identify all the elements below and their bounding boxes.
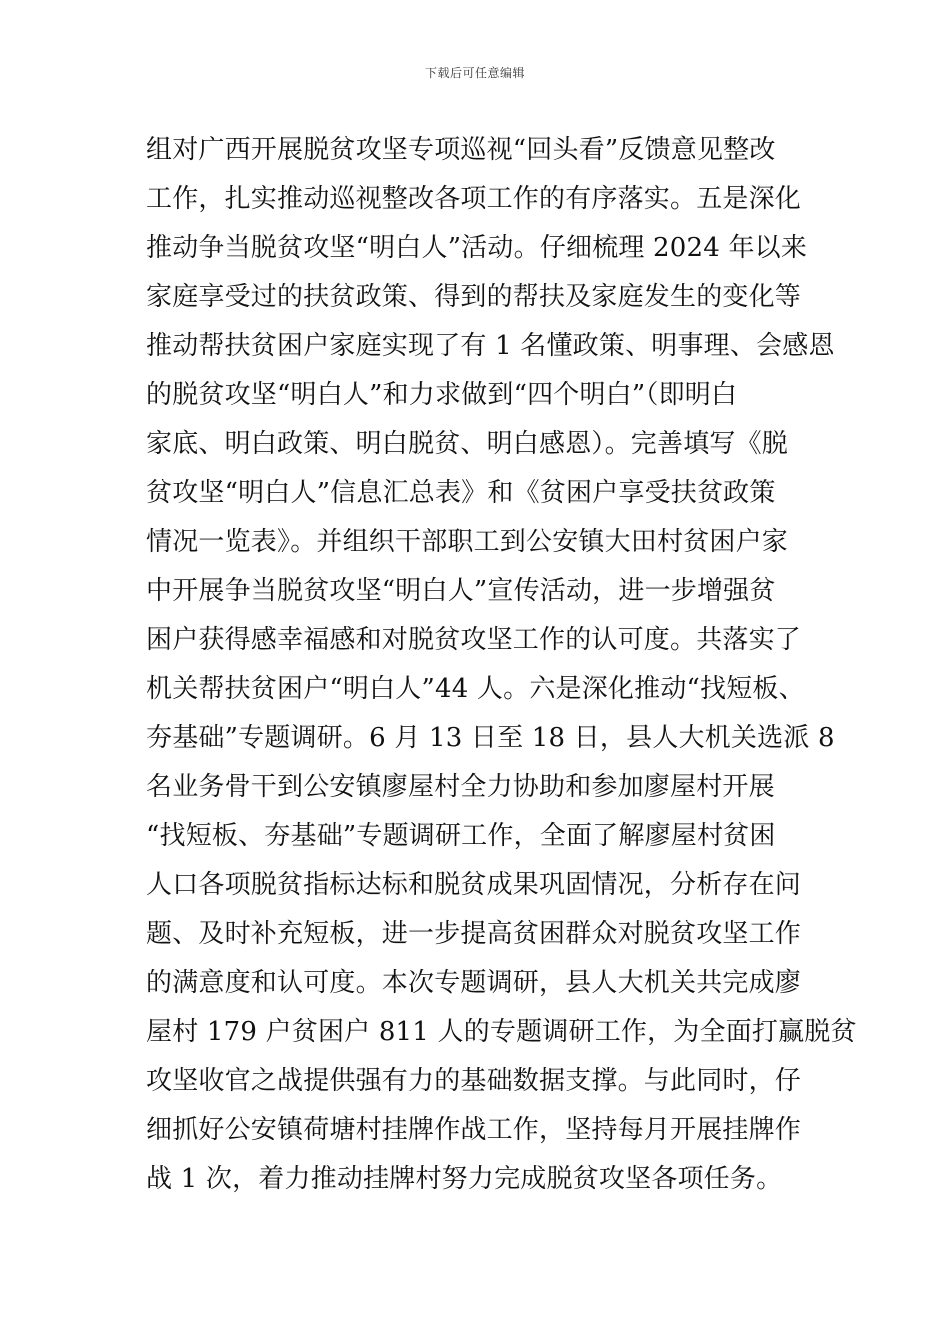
text-line: 家底、明白政策、明白脱贫、明白感恩）。完善填写《脱 bbox=[146, 429, 789, 459]
text-line: 细抓好公安镇荷塘村挂牌作战工作，坚持每月开展挂牌作 bbox=[146, 1115, 802, 1145]
text-line: 题、及时补充短板，进一步提高贫困群众对脱贫攻坚工作 bbox=[146, 919, 802, 949]
text-line: 攻坚收官之战提供强有力的基础数据支撑。与此同时，仔 bbox=[146, 1066, 802, 1096]
header-note: 下载后可任意编辑 bbox=[424, 66, 525, 80]
text-line: 战 1 次，着力推动挂牌村努力完成脱贫攻坚各项任务。 bbox=[146, 1164, 783, 1194]
text-line: 屋村 179 户贫困户 811 人的专题调研工作，为全面打赢脱贫 bbox=[146, 1017, 857, 1047]
text-line: 困户获得感幸福感和对脱贫攻坚工作的认可度。共落实了 bbox=[146, 625, 802, 655]
text-line: 夯基础”专题调研。6 月 13 日至 18 日，县人大机关选派 8 bbox=[146, 723, 835, 753]
text-line: 工作，扎实推动巡视整改各项工作的有序落实。五是深化 bbox=[146, 184, 802, 214]
text-line: 的脱贫攻坚“明白人”和力求做到“四个明白”（即明白 bbox=[146, 380, 738, 410]
text-line: 推动争当脱贫攻坚“明白人”活动。仔细梳理 2024 年以来 bbox=[146, 233, 808, 263]
text-line: 家庭享受过的扶贫政策、得到的帮扶及家庭发生的变化等 bbox=[146, 282, 802, 312]
text-line: 组对广西开展脱贫攻坚专项巡视“回头看”反馈意见整改 bbox=[146, 135, 776, 165]
text-line: 贫攻坚“明白人”信息汇总表》和《贫困户享受扶贫政策 bbox=[146, 478, 776, 508]
text-line: 的满意度和认可度。本次专题调研，县人大机关共完成廖 bbox=[146, 968, 802, 998]
text-line: “找短板、夯基础”专题调研工作，全面了解廖屋村贫困 bbox=[146, 821, 776, 851]
text-line: 推动帮扶贫困户家庭实现了有 1 名懂政策、明事理、会感恩 bbox=[146, 331, 835, 361]
text-line: 情况一览表》。并组织干部职工到公安镇大田村贫困户家 bbox=[146, 527, 789, 557]
text-line: 机关帮扶贫困户“明白人”44 人。六是深化推动“找短板、 bbox=[146, 674, 805, 704]
text-line: 中开展争当脱贫攻坚“明白人”宣传活动，进一步增强贫 bbox=[146, 576, 776, 606]
text-line: 名业务骨干到公安镇廖屋村全力协助和参加廖屋村开展 bbox=[146, 772, 775, 802]
body-paragraph bbox=[146, 126, 857, 1204]
text-line: 人口各项脱贫指标达标和脱贫成果巩固情况，分析存在问 bbox=[146, 870, 802, 900]
